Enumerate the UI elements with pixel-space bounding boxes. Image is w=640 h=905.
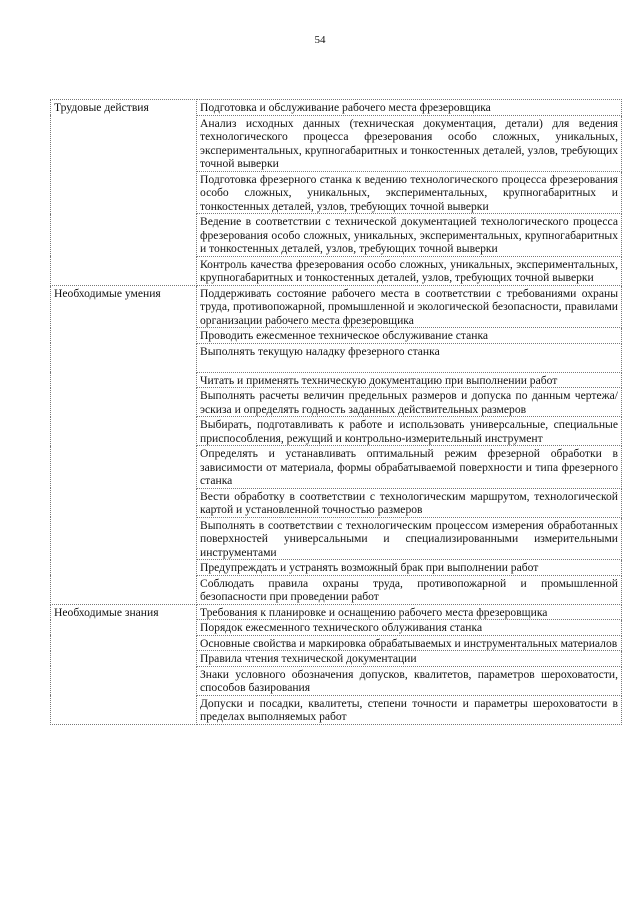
section-label: Необходимые умения [51, 285, 197, 604]
page-number: 54 [314, 34, 326, 46]
section-item: Порядок ежесменного технического облуживания станка [197, 620, 622, 636]
section-item: Правила чтения технической документации [197, 651, 622, 667]
section-label: Необходимые знания [51, 604, 197, 724]
section-item: Основные свойства и маркировка обрабатываемых и инструментальных материалов [197, 635, 622, 651]
section-item: Вести обработку в соответствии с технологическим маршрутом, технологической картой и установленной точностью размеров [197, 488, 622, 517]
section-item: Подготовка и обслуживание рабочего места фрезеровщика [197, 100, 622, 116]
section-item: Анализ исходных данных (техническая документация, детали) для ведения технологического процесса фрезерования особо сложных, уникальных, экспериментальных, крупногабаритных и тонкостенных деталей, узлов, требующих точной выверки [197, 115, 622, 171]
section-item: Соблюдать правила охраны труда, противопожарной и промышленной безопасности при проведении работ [197, 575, 622, 604]
section-item: Проводить ежесменное техническое обслуживание станка [197, 328, 622, 344]
competency-table [50, 99, 622, 725]
section-item: Требования к планировке и оснащению рабочего места фрезеровщика [197, 604, 622, 620]
section-item: Допуски и посадки, квалитеты, степени точности и параметры шероховатости в пределах выполняемых работ [197, 695, 622, 724]
table-row [51, 100, 622, 116]
section-item: Читать и применять техническую документацию при выполнении работ [197, 372, 622, 388]
section-item: Поддерживать состояние рабочего места в соответствии с требованиями охраны труда, противопожарной, промышленной и экологической безопасности, правилами организации рабочего места фрезеровщика [197, 285, 622, 328]
section-item: Выбирать, подготавливать к работе и использовать универсальные, специальные приспособления, режущий и контрольно-измерительный инструмент [197, 417, 622, 446]
section-item: Знаки условного обозначения допусков, квалитетов, параметров шероховатости, способов базирования [197, 666, 622, 695]
section-item: Подготовка фрезерного станка к ведению технологического процесса фрезерования особо сложных, уникальных, экспериментальных, крупногабаритных и тонкостенных деталей, узлов, требующих точной выверки [197, 171, 622, 214]
section-item: Выполнять в соответствии с технологическим процессом измерения обработанных поверхностей универсальными и специализированными измерительными инструментами [197, 517, 622, 560]
section-item: Выполнять текущую наладку фрезерного станка [197, 343, 622, 372]
section-item: Контроль качества фрезерования особо сложных, уникальных, экспериментальных, крупногабаритных и тонкостенных деталей, узлов, требующих точной выверки [197, 256, 622, 285]
table-row [51, 285, 622, 328]
section-item: Предупреждать и устранять возможный брак при выполнении работ [197, 560, 622, 576]
section-item: Выполнять расчеты величин предельных размеров и допуска по данным чертежа/эскиза и определять годность заданных действительных размеров [197, 388, 622, 417]
table-body [51, 100, 622, 725]
section-item: Определять и устанавливать оптимальный режим фрезерной обработки в зависимости от материала, формы обрабатываемой поверхности и типа фрезерного станка [197, 446, 622, 489]
section-item: Ведение в соответствии с технической документацией технологического процесса фрезерования особо сложных, уникальных, экспериментальных, крупногабаритных и тонкостенных деталей, узлов, требующих точной выверки [197, 214, 622, 257]
section-label: Трудовые действия [51, 100, 197, 286]
table-row [51, 604, 622, 620]
